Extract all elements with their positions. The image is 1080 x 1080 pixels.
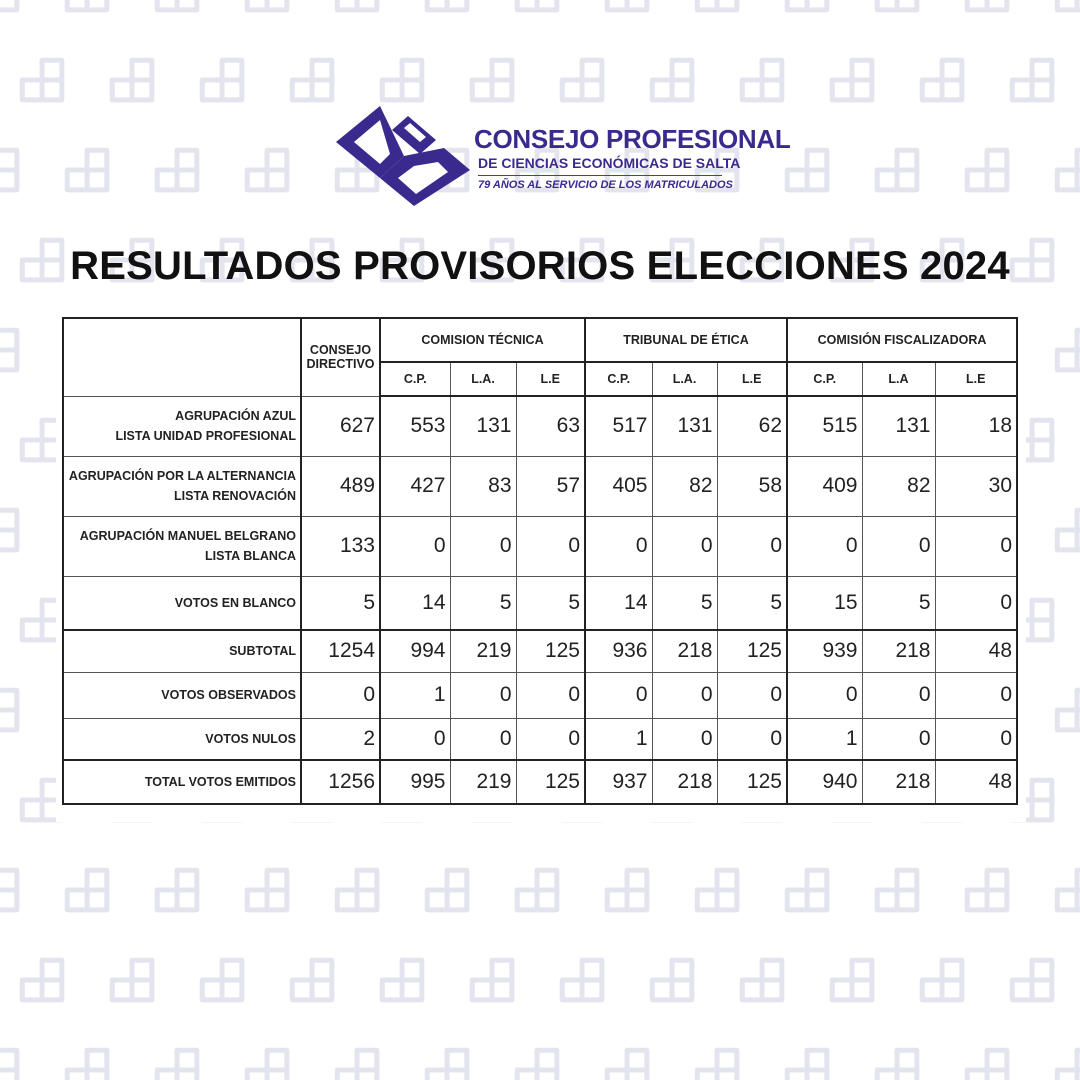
row-label-line1: AGRUPACIÓN POR LA ALTERNANCIA — [68, 469, 296, 483]
value-cell: 1 — [787, 718, 862, 760]
value-cell: 5 — [450, 576, 516, 630]
row-label — [63, 516, 301, 576]
value-cell: 0 — [652, 516, 717, 576]
row-label-line1: TOTAL VOTOS EMITIDOS — [144, 775, 296, 789]
value-cell: 2 — [301, 718, 380, 760]
value-cell: 0 — [935, 672, 1017, 718]
value-cell: 125 — [516, 760, 585, 804]
value-cell: 0 — [935, 576, 1017, 630]
consejo-directivo-header — [301, 318, 380, 396]
sub-header-cell: C.P. — [585, 362, 652, 396]
value-cell: 940 — [787, 760, 862, 804]
value-cell: 937 — [585, 760, 652, 804]
sub-header-cell: L.E — [935, 362, 1017, 396]
value-cell: 58 — [717, 456, 787, 516]
value-cell: 48 — [935, 760, 1017, 804]
value-cell: 553 — [380, 396, 450, 456]
value-cell: 0 — [862, 718, 935, 760]
value-cell: 0 — [301, 672, 380, 718]
value-cell: 1 — [585, 718, 652, 760]
value-cell: 489 — [301, 456, 380, 516]
row-label — [63, 672, 301, 718]
sub-header-cell: L.A. — [450, 362, 516, 396]
row-label — [63, 396, 301, 456]
row-label — [63, 576, 301, 630]
value-cell: 218 — [652, 760, 717, 804]
value-cell: 0 — [717, 718, 787, 760]
row-label — [63, 630, 301, 672]
org-name: CONSEJO PROFESIONAL — [474, 124, 791, 154]
value-cell: 5 — [301, 576, 380, 630]
org-tagline: 79 AÑOS AL SERVICIO DE LOS MATRICULADOS — [478, 179, 733, 191]
value-cell: 0 — [935, 516, 1017, 576]
value-cell: 125 — [717, 760, 787, 804]
row-label-line1: SUBTOTAL — [229, 644, 296, 659]
value-cell: 995 — [380, 760, 450, 804]
row-label-line1: VOTOS NULOS — [205, 731, 296, 746]
value-cell: 131 — [652, 396, 717, 456]
sub-header-cell: L.E — [516, 362, 585, 396]
value-cell: 0 — [450, 516, 516, 576]
row-label-line2: LISTA RENOVACIÓN — [174, 489, 296, 503]
value-cell: 218 — [652, 630, 717, 672]
value-cell: 994 — [380, 630, 450, 672]
value-cell: 5 — [516, 576, 585, 630]
value-cell: 5 — [862, 576, 935, 630]
value-cell: 0 — [516, 718, 585, 760]
value-cell: 125 — [717, 630, 787, 672]
org-divider — [478, 175, 722, 176]
table-row — [63, 760, 1017, 804]
row-label — [63, 760, 301, 804]
value-cell: 427 — [380, 456, 450, 516]
value-cell: 0 — [787, 516, 862, 576]
header-corner-cell — [63, 318, 301, 396]
value-cell: 0 — [516, 672, 585, 718]
value-cell: 0 — [862, 672, 935, 718]
value-cell: 14 — [585, 576, 652, 630]
value-cell: 30 — [935, 456, 1017, 516]
cpce-emblem-icon — [334, 104, 474, 208]
value-cell: 0 — [652, 718, 717, 760]
value-cell: 0 — [516, 516, 585, 576]
value-cell: 0 — [380, 516, 450, 576]
row-label-line2: LISTA UNIDAD PROFESIONAL — [115, 429, 296, 443]
value-cell: 5 — [717, 576, 787, 630]
value-cell: 131 — [450, 396, 516, 456]
value-cell: 219 — [450, 630, 516, 672]
row-label-line2: LISTA BLANCA — [205, 549, 296, 563]
sub-header-cell: L.A. — [652, 362, 717, 396]
group-header-tribunal-etica: TRIBUNAL DE ÉTICA — [585, 318, 787, 362]
value-cell: 1254 — [301, 630, 380, 672]
table-row — [63, 456, 1017, 516]
value-cell: 0 — [450, 718, 516, 760]
row-label — [63, 456, 301, 516]
value-cell: 0 — [787, 672, 862, 718]
value-cell: 15 — [787, 576, 862, 630]
group-header-comision-fiscalizadora: COMISIÓN FISCALIZADORA — [787, 318, 1017, 362]
value-cell: 18 — [935, 396, 1017, 456]
value-cell: 5 — [652, 576, 717, 630]
value-cell: 83 — [450, 456, 516, 516]
table-row — [63, 672, 1017, 718]
value-cell: 219 — [450, 760, 516, 804]
table-row — [63, 718, 1017, 760]
value-cell: 0 — [652, 672, 717, 718]
value-cell: 0 — [585, 672, 652, 718]
sub-header-cell: L.E — [717, 362, 787, 396]
value-cell: 133 — [301, 516, 380, 576]
value-cell: 14 — [380, 576, 450, 630]
sub-header-cell: L.A — [862, 362, 935, 396]
row-label-line1: AGRUPACIÓN MANUEL BELGRANO — [79, 529, 296, 543]
cpce-logo — [334, 104, 791, 208]
value-cell: 218 — [862, 760, 935, 804]
value-cell: 517 — [585, 396, 652, 456]
value-cell: 0 — [380, 718, 450, 760]
consejo-header-line2: DIRECTIVO — [306, 357, 375, 372]
value-cell: 0 — [717, 672, 787, 718]
group-header-comision-tecnica: COMISION TÉCNICA — [380, 318, 585, 362]
sub-header-cell: C.P. — [787, 362, 862, 396]
page-title: RESULTADOS PROVISORIOS ELECCIONES 2024 — [70, 244, 1010, 288]
value-cell: 125 — [516, 630, 585, 672]
table-row — [63, 630, 1017, 672]
value-cell: 131 — [862, 396, 935, 456]
value-cell: 63 — [516, 396, 585, 456]
value-cell: 515 — [787, 396, 862, 456]
value-cell: 48 — [935, 630, 1017, 672]
row-label-line1: VOTOS EN BLANCO — [174, 595, 296, 610]
value-cell: 0 — [585, 516, 652, 576]
value-cell: 0 — [935, 718, 1017, 760]
value-cell: 0 — [717, 516, 787, 576]
value-cell: 57 — [516, 456, 585, 516]
value-cell: 405 — [585, 456, 652, 516]
row-label-line1: AGRUPACIÓN AZUL — [175, 409, 296, 423]
table-row — [63, 576, 1017, 630]
value-cell: 409 — [787, 456, 862, 516]
row-label-line1: VOTOS OBSERVADOS — [161, 688, 296, 702]
row-label — [63, 718, 301, 760]
value-cell: 939 — [787, 630, 862, 672]
value-cell: 936 — [585, 630, 652, 672]
value-cell: 82 — [862, 456, 935, 516]
consejo-header-line1: CONSEJO — [309, 343, 372, 358]
org-subtitle: DE CIENCIAS ECONÓMICAS DE SALTA — [478, 155, 741, 171]
value-cell: 1 — [380, 672, 450, 718]
value-cell: 82 — [652, 456, 717, 516]
value-cell: 218 — [862, 630, 935, 672]
table-row — [63, 516, 1017, 576]
value-cell: 0 — [862, 516, 935, 576]
sub-header-cell: C.P. — [380, 362, 450, 396]
value-cell: 0 — [450, 672, 516, 718]
value-cell: 627 — [301, 396, 380, 456]
value-cell: 62 — [717, 396, 787, 456]
results-table — [62, 317, 1018, 805]
value-cell: 1256 — [301, 760, 380, 804]
table-row — [63, 396, 1017, 456]
